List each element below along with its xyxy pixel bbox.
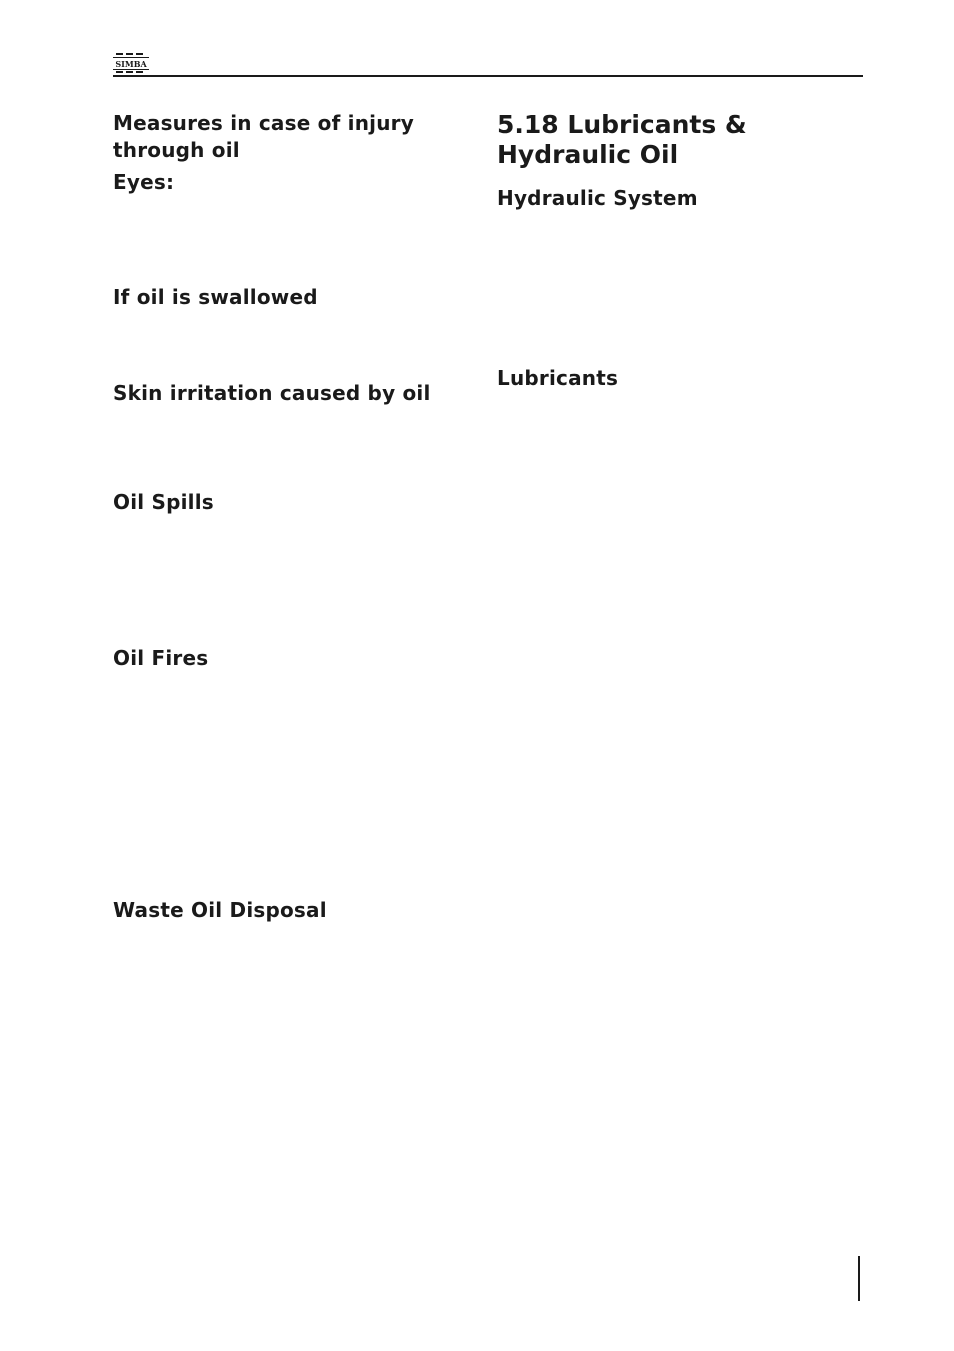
section-title [497,110,747,170]
page-edge-marker [858,1256,860,1301]
measures-heading [113,110,414,164]
lubricants-heading: Lubricants [497,366,619,390]
skin-irritation-heading: Skin irritation caused by oil [113,381,431,405]
measures-heading-line-2: through oil [113,138,240,162]
oil-spills-heading: Oil Spills [113,490,214,514]
measures-heading-line-1: Measures in case of injury [113,111,414,135]
eyes-heading: Eyes: [113,170,175,194]
header-rule [113,75,863,77]
section-title-line-2: Hydraulic Oil [497,140,679,169]
logo-text: SIMBA [115,59,147,69]
simba-logo [113,52,149,74]
hydraulic-system-heading: Hydraulic System [497,186,698,210]
oil-fires-heading: Oil Fires [113,646,209,670]
swallowed-heading: If oil is swallowed [113,285,318,309]
waste-oil-disposal-heading: Waste Oil Disposal [113,898,327,922]
section-title-line-1: 5.18 Lubricants & [497,110,747,139]
